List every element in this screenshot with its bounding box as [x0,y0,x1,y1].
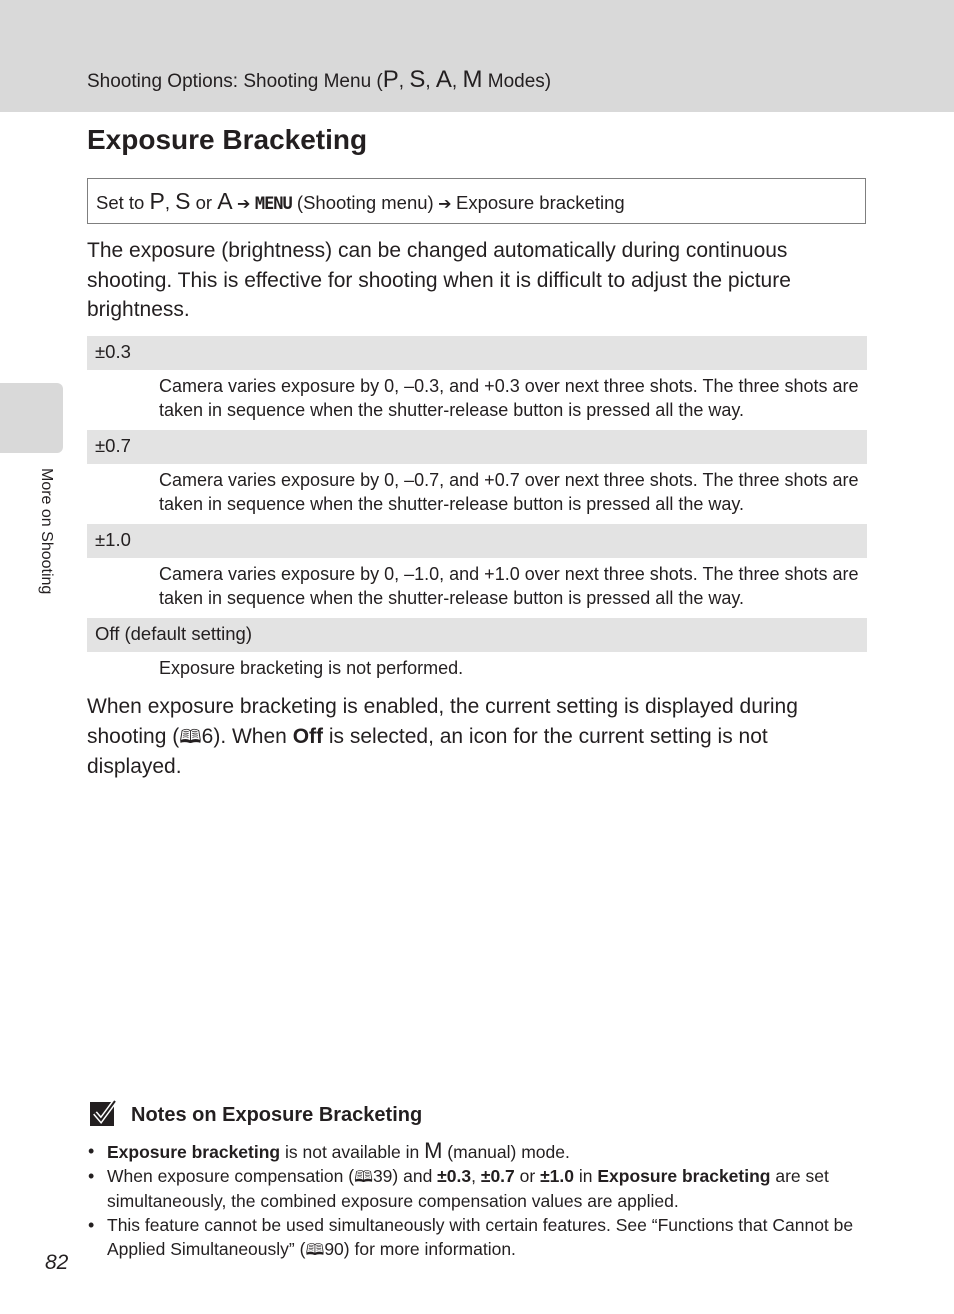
note-item [87,1139,867,1164]
page-reference[interactable]: 39 [372,1166,393,1186]
option-label: ±1.0 [87,524,867,558]
option-label: Off (default setting) [87,618,867,652]
header-prefix: Shooting Options: Shooting Menu ( [87,71,383,92]
intro-paragraph: The exposure (brightness) can be changed automatically during continuous shooting. This is effective for shooting when it is difficult to adjust the picture brightness. [87,239,791,321]
menu-path-target: Exposure bracketing [456,192,625,213]
note-text: , [471,1166,481,1186]
note-text: ) for more information. [343,1239,516,1259]
menu-button-glyph: MENU [254,194,292,214]
after-text: When exposure bracketing is enabled, the current setting is displayed during shooting ( [87,695,798,748]
note-bold-text: ±0.3 [437,1166,472,1186]
after-text: is selected, an icon for the current setting is not displayed. [87,724,768,778]
running-header [87,66,551,94]
menu-path-text: (Shooting menu) [291,192,434,213]
page-number: 82 [45,1251,69,1274]
note-text: or [514,1166,541,1186]
option-description: Exposure bracketing is not performed. [159,658,464,678]
arrow-right-icon: ➔ [232,196,255,213]
book-reference-icon: 🕮 [354,1167,373,1186]
note-text: is not available in [280,1142,425,1162]
mode-m-glyph: M [462,66,483,93]
note-item [87,1213,867,1262]
page-title: Exposure Bracketing [87,124,368,155]
page-reference[interactable]: 6 [201,724,214,748]
menu-path-text: or [190,192,218,213]
note-bold-text: Exposure bracketing [597,1166,771,1186]
note-text: This feature cannot be used simultaneously with certain features. See “Functions that Cannot be Applied Simultaneously” ( [107,1215,854,1259]
notes-title: Notes on Exposure Bracketing [131,1104,423,1126]
mode-a-glyph: A [217,188,233,214]
header-sep: , [398,71,410,92]
option-description: Camera varies exposure by 0, –0.3, and +0.3 over next three shots. The three shots are taken in sequence when the shutter-release button is pressed all the way. [159,376,859,420]
note-bold-text: ±0.7 [480,1166,515,1186]
option-description: Camera varies exposure by 0, –1.0, and +1.0 over next three shots. The three shots are taken in sequence when the shutter-release button is pressed all the way. [159,564,859,608]
note-bold-text: Exposure bracketing [107,1142,281,1162]
mode-s-glyph: S [175,188,191,214]
option-label: ±0.3 [87,336,867,370]
note-text: When exposure compensation ( [107,1166,355,1186]
mode-s-glyph: S [409,66,426,93]
off-setting-name: Off [292,724,324,748]
mode-a-glyph: A [435,66,452,93]
mode-p-glyph: P [382,66,399,93]
note-text: in [574,1166,598,1186]
book-reference-icon: 🕮 [305,1240,325,1259]
checkmark-notes-icon [88,1098,118,1128]
menu-path-text: Set to [96,192,150,213]
after-text: ). When [213,724,293,748]
notes-list [87,1139,867,1262]
header-sep: , [425,71,436,92]
option-description: Camera varies exposure by 0, –0.7, and +0.7 over next three shots. The three shots are taken in sequence when the shutter-release button is pressed all the way. [159,470,859,514]
book-reference-icon: 🕮 [179,725,202,748]
arrow-right-icon: ➔ [433,196,456,213]
chapter-side-label: More on Shooting [38,468,55,595]
mode-p-glyph: P [149,188,165,214]
after-paragraph [87,692,857,782]
option-label: ±0.7 [87,430,867,464]
note-text: ) and [392,1166,438,1186]
page-reference[interactable]: 90 [324,1239,344,1259]
chapter-side-tab [0,383,63,453]
header-suffix: Modes) [482,71,552,92]
menu-path-box [87,178,866,224]
header-band [0,0,954,112]
header-sep: , [451,71,463,92]
note-item [87,1164,867,1213]
note-text: (manual) mode. [442,1142,570,1162]
note-text: are set simultaneously, the combined exposure compensation values are applied. [107,1166,829,1211]
options-table [87,336,867,682]
note-bold-text: ±1.0 [540,1166,575,1186]
menu-path-text: , [164,192,176,213]
mode-m-glyph: M [424,1138,443,1163]
